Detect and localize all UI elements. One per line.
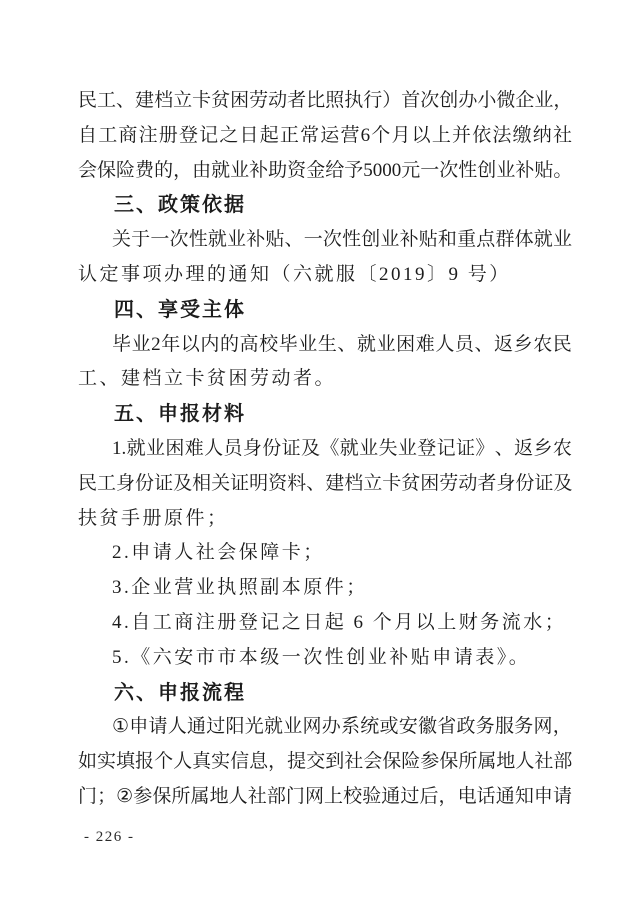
body-line: 毕 业 2 年 以 内 的 高 校 毕 业 生 、 就 业 困 难 人 员 、 返 乡 农 民: [112, 333, 572, 355]
section-heading-application-materials: 五、申报材料: [114, 403, 246, 426]
page-number: - 226 -: [84, 829, 135, 845]
body-line: 会 保 险 费 的 ， 由 就 业 补 助 资 金 给 予 5000 元 一 次 性 创 业 补 贴 。: [78, 159, 573, 181]
list-item-line: 扶贫手册原件；: [78, 507, 229, 529]
list-item-line: 民 工 身 份 证 及 相 关 证 明 资 料 、 建 档 立 卡 贫 困 劳 动 者 身 份 证 及: [78, 472, 573, 494]
list-item-line: 2.申请人社会保障卡；: [112, 542, 325, 564]
body-line: 民 工 、 建 档 立 卡 贫 困 劳 动 者 比 照 执 行 ） 首 次 创 办 小 微 企 业 ，: [78, 90, 573, 111]
section-heading-policy-basis: 三、政策依据: [114, 194, 246, 217]
document-text-block: [78, 84, 572, 815]
body-line: 关 于 一 次 性 就 业 补 贴 、 一 次 性 创 业 补 贴 和 重 点 群 体 就 业: [112, 229, 572, 251]
list-item-line: 3.企业营业执照副本原件；: [112, 577, 368, 599]
section-heading-application-process: 六、申报流程: [114, 681, 246, 704]
section-heading-eligible-subjects: 四、享受主体: [114, 298, 246, 321]
body-line: ① 申 请 人 通 过 阳 光 就 业 网 办 系 统 或 安 徽 省 政 务 服 务 网 ，: [112, 716, 572, 738]
body-line: 门 ； ② 参 保 所 属 地 人 社 部 门 网 上 校 验 通 过 后 ， 电 话 通 知 申 请: [78, 785, 572, 807]
list-item-line: 5.《六安市市本级一次性创业补贴申请表》。: [112, 646, 531, 668]
body-line: 工、建档立卡贫困劳动者。: [78, 368, 337, 390]
list-item-line: 4.自工商注册登记之日起 6 个月以上财务流水；: [112, 611, 567, 633]
body-line: 如 实 填 报 个 人 真 实 信 息 ， 提 交 到 社 会 保 险 参 保 所 属 地 人 社 部: [78, 751, 573, 773]
body-line: 认定事项办理的通知（六就服〔2019〕9 号）: [78, 263, 511, 285]
list-item-line: 1. 就 业 困 难 人 员 身 份 证 及 《 就 业 失 业 登 记 证 》 、 返 乡 农: [112, 437, 572, 459]
body-line: 自 工 商 注 册 登 记 之 日 起 正 常 运 营 6 个 月 以 上 并 依 法 缴 纳 社: [78, 124, 572, 146]
